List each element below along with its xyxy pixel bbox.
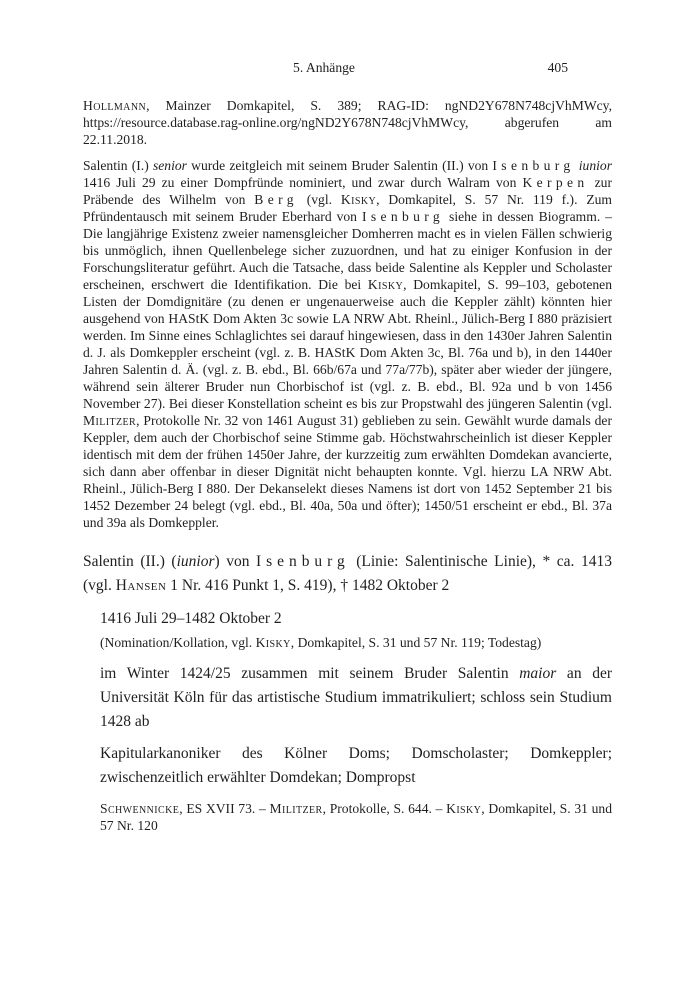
entry-dates-source: (Nomination/Kollation, vgl. Kisky, Domkapitel, S. 31 und 57 Nr. 119; Todestag) [100, 635, 542, 650]
section-title: 5. Anhänge [293, 60, 355, 75]
note-salentin-i: Salentin (I.) senior wurde zeitgleich mit seinem Bruder Salentin (II.) von Isenburg iunior 1416 Juli 29 zu einer Dompfründe nominiert, und zwar durch Walram von Kerpen zur Präbende des Wilhelm von Berg (vgl. Kisky, Domkapitel, S. 57 Nr. 119 f.). Zum Pfründentausch mit seinem Bruder Eberhard von Isenburg siehe in dessen Biogramm. – Die langjährige Existenz zweier namensgleicher Domherren macht es in vielen Fällen schwierig bis unmöglich, ihnen Quellenbelege sicher zuzuordnen, und hat zu einiger Konfusion in der Forschungsliteratur geführt. Auch die Tatsache, dass beide Salentine als Keppler und Scholaster erscheinen, erschwert die Identifikation. Die bei Kisky, Domkapitel, S. 99–103, gebotenen Listen der Domdignitäre (zu denen er ungenauerweise auch die Keppler zählt) könnten hier ausgehend von HAStK Dom Akten 3c sowie LA NRW Abt. Rheinl., Jülich-Berg I 880 präzisiert werden. Im Sinne eines Schlaglichtes sei darauf hingewiesen, dass in den 1430er Jahren Salentin d. J. als Domkeppler erscheint (vgl. z. B. HAStK Dom Akten 3c, Bl. 76a und b), in den 1440er Jahren Salentin d. Ä. (vgl. z. B. ebd., Bl. 66b/67a und 77a/77b), später aber wieder der jüngere, während sein älterer Bruder nun Chorbischof ist (vgl. z. B. ebd., Bl. 92a und b von 1456 November 27). Bei dieser Konstellation scheint es bis zur Propstwahl des jüngeren Salentin (vgl. Militzer, Protokolle Nr. 32 von 1461 August 31) geblieben zu sein. Gewählt wurde damals der Keppler, dem auch der Chorbischof seine Stimme gab. Höchstwahrscheinlich ist dieser Keppler identisch mit dem der frühen 1450er Jahre, der kurzzeitig zum erwählten Domdekan avancierte, sich dann aber offenbar in dieser Dignität nicht behaupten konnte. Vgl. hierzu LA NRW Abt. Rheinl., Jülich-Berg I 880. Der Dekanselekt dieses Namens ist dort von 1452 September 21 bis 1452 Dezember 24 belegt (vgl. ebd., Bl. 40a, 50a und öfter); 1450/51 erscheint er ebd., Bl. 37a und 39a als Domkeppler. [83, 158, 613, 530]
reference-hollmann: Hollmann, Mainzer Domkapitel, S. 389; RAG-ID: ngND2Y678N748cjVhMWcy, https://resource.database.rag-online.org/ngND2Y678N748cjVhMWcy, abgerufen am 22.11.2018. [83, 98, 612, 147]
entry-literature: Schwennicke, ES XVII 73. – Militzer, Protokolle, S. 644. – Kisky, Domkapitel, S. 31 und 57 Nr. 120 [100, 801, 613, 833]
entry-education: im Winter 1424/25 zusammen mit seinem Bruder Salentin maior an der Universität Köln für das artistische Studium immatrikuliert; schloss sein Studium 1428 ab [100, 665, 613, 730]
entry-offices: Kapitularkanoniker des Kölner Doms; Domscholaster; Domkeppler; zwischenzeitlich erwählter Domdekan; Dompropst [100, 745, 612, 786]
page-header [83, 59, 612, 76]
entry-dates: 1416 Juli 29–1482 Oktober 2 [100, 610, 282, 627]
page-number: 405 [547, 60, 568, 75]
entry-heading-salentin-ii: Salentin (II.) (iunior) von Isenburg (Linie: Salentinische Linie), * ca. 1413 (vgl. Hansen 1 Nr. 416 Punkt 1, S. 419), † 1482 Oktober 2 [83, 553, 612, 594]
